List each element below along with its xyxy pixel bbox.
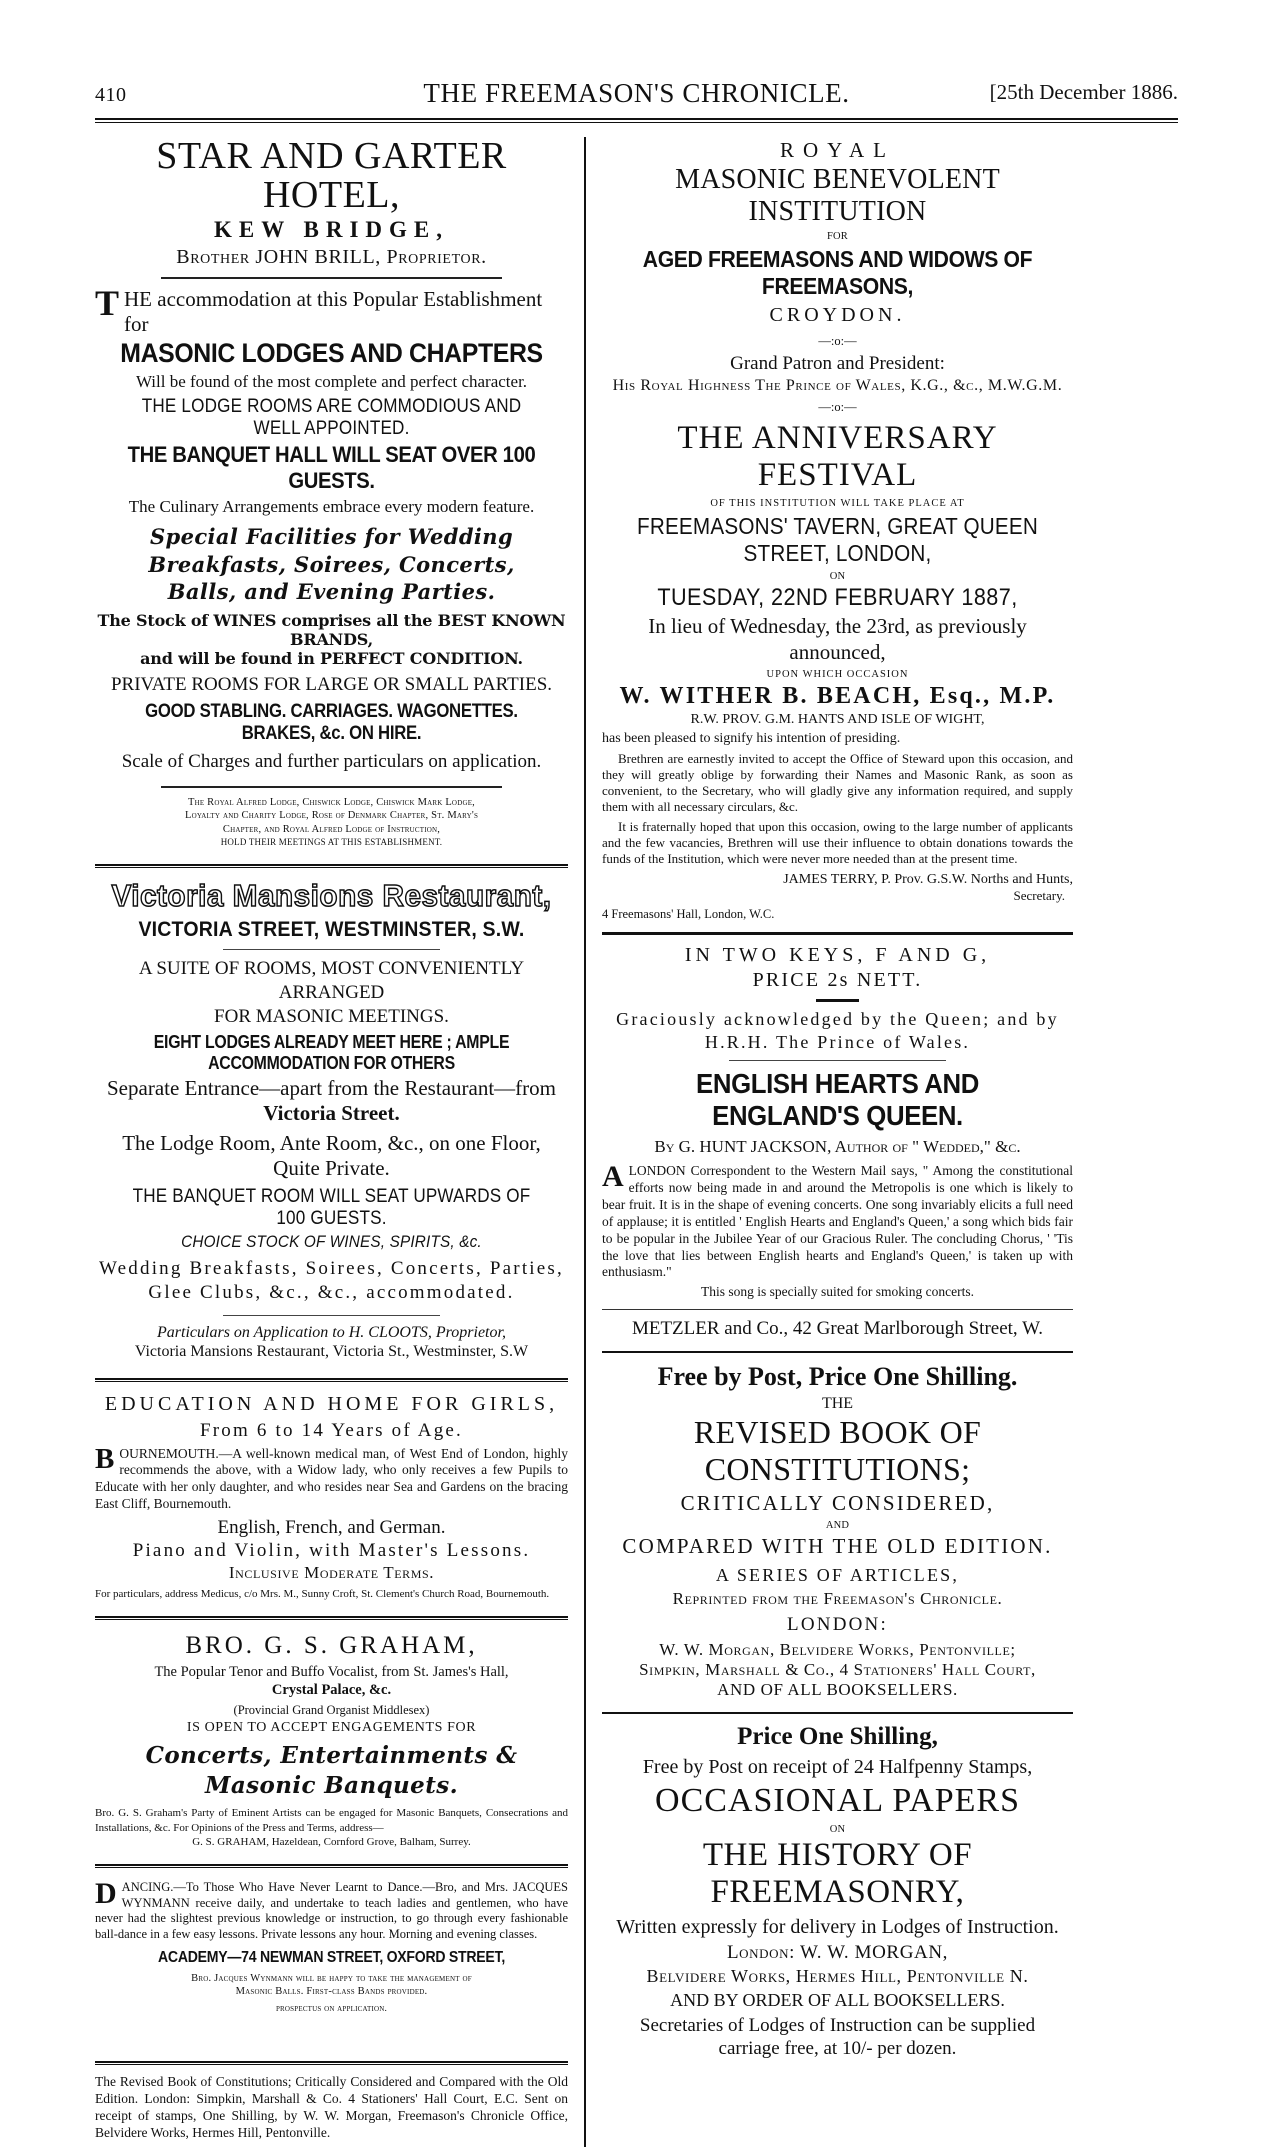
constitutions-publisher-1: W. W. Morgan, Belvidere Works, Pentonville; [659, 1639, 1016, 1659]
star-garter-lodge-list-1: The Royal Alfred Lodge, Chiswick Lodge, Chiswick Mark Lodge, [187, 796, 476, 808]
star-garter-proprietor: Brother JOHN BRILL, Proprietor. [176, 245, 487, 268]
rmbi-croydon: CROYDON. [769, 303, 906, 326]
song-price: PRICE 2s NETT. [752, 969, 923, 992]
left-column [95, 137, 584, 2147]
graham-sub-2: Crystal Palace, &c. [271, 1681, 392, 1698]
star-garter-wines1: The Stock of WINES comprises all the BEST KNOWN BRANDS, [97, 611, 566, 650]
rmbi-title: MASONIC BENEVOLENT INSTITUTION [675, 164, 1000, 228]
occasional-london: London: W. W. MORGAN, [726, 1942, 949, 1964]
star-garter-gothic-line1: Special Facilities for Wedding Breakfasts, Soirees, Concerts, [148, 524, 515, 577]
constitutions-series: A SERIES OF ARTICLES, [715, 1565, 960, 1586]
divider [602, 1351, 1073, 1353]
rmbi-signature: JAMES TERRY, P. Prov. G.S.W. Norths and Hunts, [783, 872, 1073, 888]
rmbi-chairman-title: R.W. PROV. G.M. HANTS AND ISLE OF WIGHT, [690, 712, 985, 728]
graham-note: Bro. G. S. Graham's Party of Eminent Artists can be engaged for Masonic Banquets, Consecrations and Installations, &c. For Opinions of the Press and Terms, address— [95, 1807, 568, 1834]
star-garter-title: STAR AND GARTER HOTEL, [156, 135, 507, 216]
occasional-secretaries-2: carriage free, at 10/- per dozen. [718, 2037, 957, 2059]
victoria-particulars: Particulars on Application to H. CLOOTS, Proprietor, [157, 1323, 506, 1341]
masthead-rule [95, 118, 1178, 123]
education-languages: English, French, and German. [217, 1516, 446, 1538]
star-garter-wines2: and will be found in PERFECT CONDITION. [140, 649, 523, 669]
occasional-works: Belvidere Works, Hermes Hill, Pentonville N. [646, 1966, 1029, 1987]
rmbi-for: FOR [826, 231, 849, 243]
star-garter-culinary: The Culinary Arrangements embrace every modern feature. [128, 496, 535, 516]
rmbi-aged: AGED FREEMASONS AND WIDOWS OF FREEMASONS, [642, 245, 1033, 299]
song-body: LONDON Correspondent to the Western Mail says, " Among the constitutional efforts now being made in and around the Metropolis is one which is likely to bear fruit. It is in the shape of evening concerts. One song invariably elicits a full need of applause; it is entitled ' English Hearts and England's Queen,' a song which bids fair to be popular in the Jubilee Year of our Gracious Ruler. The concluding Chorus, ' 'Tis the love that lies between English hearts and England's Queen,' is taken up with enthusiasm." [602, 1163, 1073, 1280]
constitutions-free: Free by Post, Price One Shilling. [657, 1361, 1018, 1391]
ad-royal-masonic-benevolent-institution [602, 137, 1073, 922]
occasional-history: THE HISTORY OF FREEMASONRY, [702, 1837, 973, 1911]
rmbi-paragraph-1: Brethren are earnestly invited to accept the Office of Steward upon this occasion, and they will greatly oblige by forwarding their Names and Masonic Rank, as soon as convenient, to the Secretary, who will gladly give any information required, and supply them with all necessary circulars, &c. [602, 751, 1073, 814]
victoria-eight-lodges: EIGHT LODGES ALREADY MEET HERE ; AMPLE ACCOMMODATION FOR OTHERS [153, 1031, 510, 1073]
rmbi-divider-1: —:o:— [818, 333, 857, 348]
constitutions-title: REVISED BOOK OF CONSTITUTIONS; [693, 1414, 982, 1488]
victoria-separate-2: Victoria Street. [263, 1100, 400, 1125]
right-column [584, 137, 1073, 2147]
star-garter-gothic-line2: Balls, and Evening Parties. [167, 578, 496, 604]
victoria-separate-1: Separate Entrance—apart from the Restaurant—from [107, 1075, 556, 1100]
ad-victoria-mansions [95, 878, 568, 1362]
graham-title: BRO. G. S. GRAHAM, [185, 1631, 478, 1659]
occasional-price: Price One Shilling, [737, 1722, 938, 1750]
rmbi-chairman: W. WITHER B. BEACH, Esq., M.P. [619, 683, 1056, 710]
star-garter-dropcap: T [95, 282, 120, 323]
victoria-wedding-1: Wedding Breakfasts, Soirees, Concerts, Parties, [99, 1258, 564, 1280]
divider [602, 932, 1073, 935]
star-garter-lodge-list-3: Chapter, and Royal Alfred Lodge of Instruction, [222, 824, 441, 836]
ad-star-and-garter [95, 137, 568, 848]
ad-dancing [95, 1876, 568, 2016]
star-garter-lodge-list-4: HOLD THEIR MEETINGS AT THIS ESTABLISHMENT. [220, 836, 443, 847]
divider [95, 1864, 568, 1868]
publication-title: THE FREEMASON'S CHRONICLE. [423, 78, 850, 108]
divider [161, 277, 502, 279]
divider [95, 2061, 568, 2065]
newspaper-page [0, 78, 1273, 2140]
occasional-secretaries-1: Secretaries of Lodges of Instruction can be supplied [639, 2014, 1036, 2036]
constitutions-critically: CRITICALLY CONSIDERED, [680, 1491, 995, 1516]
song-title: ENGLISH HEARTS AND ENGLAND'S QUEEN. [696, 1068, 979, 1132]
education-title: EDUCATION AND HOME FOR GIRLS, [104, 1392, 559, 1415]
star-garter-lodge-list-2: Loyalty and Charity Lodge, Rose of Denmark Chapter, St. Mary's [184, 810, 479, 822]
rmbi-patron-label: Grand Patron and President: [730, 353, 945, 375]
column-container [95, 137, 1178, 2147]
constitutions-publisher-3: AND OF ALL BOOKSELLERS. [717, 1679, 958, 1699]
constitutions-london: LONDON: [787, 1613, 888, 1635]
constitutions-publisher-2: Simpkin, Marshall & Co., 4 Stationers' Hall Court, [639, 1659, 1036, 1679]
divider [816, 999, 858, 1002]
victoria-suite-1: A SUITE OF ROOMS, MOST CONVENIENTLY ARRANGED [138, 958, 525, 1004]
dancing-note-1: Bro. Jacques Wynmann will be happy to take the management of [191, 1972, 472, 1984]
education-music: Piano and Violin, with Master's Lessons. [132, 1540, 531, 1562]
ad-footer-book-note [95, 2074, 568, 2141]
victoria-lodge-room-1: The Lodge Room, Ante Room, &c., on one Floor, [122, 1130, 541, 1155]
occasional-free: Free by Post on receipt of 24 Halfpenny Stamps, [642, 1755, 1033, 1778]
song-dropcap: A [602, 1160, 624, 1194]
victoria-street: VICTORIA STREET, WESTMINSTER, S.W. [138, 918, 525, 942]
rmbi-address: 4 Freemasons' Hall, London, W.C. [602, 907, 775, 922]
divider [223, 949, 441, 950]
rmbi-pleased: has been pleased to signify his intention of presiding. [602, 731, 901, 747]
occasional-written: Written expressly for delivery in Lodges of Instruction. [616, 1916, 1059, 1939]
page-folio: 410 [95, 84, 127, 106]
graham-sub-1: The Popular Tenor and Buffo Vocalist, from St. James's Hall, [154, 1663, 509, 1680]
rmbi-date: TUESDAY, 22ND FEBRUARY 1887, [657, 584, 1018, 612]
song-keys: IN TWO KEYS, F AND G, [684, 944, 991, 967]
rmbi-signature-role: Secretary. [1013, 888, 1065, 904]
education-terms: Inclusive Moderate Terms. [228, 1563, 435, 1583]
graham-address: G. S. GRAHAM, Hazeldean, Cornford Grove, Balham, Surrey. [192, 1836, 471, 1849]
ad-occasional-papers [602, 1722, 1073, 2061]
divider [161, 786, 502, 788]
rmbi-lieu: In lieu of Wednesday, the 23rd, as previously announced, [648, 614, 1027, 664]
star-garter-scale: Scale of Charges and further particulars on application. [121, 750, 542, 772]
rmbi-paragraph-2: It is fraternally hoped that upon this occasion, owing to the large number of applicants and the few vacancies, Brethren will use their influence to obtain donations towards the funds of the Institution, which were never more needed than at the present time. [602, 818, 1073, 866]
star-garter-banquet: THE BANQUET HALL WILL SEAT OVER 100 GUESTS. [127, 441, 536, 493]
divider [95, 1378, 568, 1382]
dancing-dropcap: D [95, 1876, 117, 1910]
divider [602, 1309, 1073, 1310]
divider [95, 864, 568, 868]
education-ages: From 6 to 14 Years of Age. [199, 1419, 464, 1441]
constitutions-compared: COMPARED WITH THE OLD EDITION. [622, 1534, 1053, 1559]
dancing-note-2: Masonic Balls. First-class Bands provided. [235, 1986, 428, 1998]
graham-gothic: Concerts, Entertainments & Masonic Banquets. [145, 1742, 518, 1800]
ad-education-home-for-girls [95, 1392, 568, 1602]
occasional-title: OCCASIONAL PAPERS [655, 1781, 1020, 1819]
victoria-banquet: THE BANQUET ROOM WILL SEAT UPWARDS OF 100 GUESTS. [132, 1186, 531, 1230]
victoria-title: Victoria Mansions Restaurant, [111, 878, 552, 914]
victoria-address: Victoria Mansions Restaurant, Victoria St., Westminster, S.W [134, 1343, 529, 1361]
star-garter-found: Will be found of the most complete and perfect character. [135, 371, 528, 391]
star-garter-intro: HE accommodation at this Popular Establishment for [124, 286, 543, 336]
dancing-body: ANCING.—To Those Who Have Never Learnt to Dance.—Bro, and Mrs. JACQUES WYNMANN receive daily, and undertake to teach ladies and gentlemen, who have never had the slightest previous knowledge or instruction, to go through every fashionable ball-dance in a few easy lessons. Private lessons any hour. Morning and evening classes. [95, 1879, 568, 1942]
education-dropcap: B [95, 1442, 115, 1475]
dancing-academy: ACADEMY—74 NEWMAN STREET, OXFORD STREET, [158, 1948, 505, 1966]
rmbi-upon: UPON WHICH OCCASION [766, 668, 909, 680]
divider [95, 1616, 568, 1620]
graham-sub-3: (Provincial Grand Organist Middlesex) [233, 1703, 430, 1718]
song-by: By G. HUNT JACKSON, Author of " Wedded," &c. [654, 1137, 1021, 1157]
ad-revised-book-of-constitutions [602, 1361, 1073, 1700]
ad-bro-gs-graham [95, 1630, 568, 1850]
victoria-lodge-room-2: Quite Private. [273, 1156, 390, 1181]
divider [729, 1060, 946, 1061]
issue-date: [25th December 1886. [989, 80, 1178, 104]
song-note: This song is specially suited for smoking concerts. [701, 1284, 974, 1300]
rmbi-patron: His Royal Highness The Prince of Wales, K.G., &c., M.W.G.M. [612, 376, 1063, 394]
victoria-wedding-2: Glee Clubs, &c., &c., accommodated. [148, 1282, 515, 1304]
victoria-choice: CHOICE STOCK OF WINES, SPIRITS, &c. [181, 1232, 482, 1252]
song-gracious-1: Graciously acknowledged by the Queen; and by [616, 1009, 1059, 1030]
rmbi-tavern: FREEMASONS' TAVERN, GREAT QUEEN STREET, LONDON, [636, 512, 1038, 566]
rmbi-festival-title: THE ANNIVERSARY FESTIVAL [677, 420, 998, 494]
song-gracious-2: H.R.H. The Prince of Wales. [704, 1031, 971, 1052]
graham-open: IS OPEN TO ACCEPT ENGAGEMENTS FOR [186, 1720, 477, 1736]
rmbi-of-this: OF THIS INSTITUTION WILL TAKE PLACE AT [710, 498, 965, 510]
star-garter-lodges-heading: MASONIC LODGES AND CHAPTERS [120, 337, 543, 368]
rmbi-on: ON [829, 570, 846, 582]
footer-note: The Revised Book of Constitutions; Critically Considered and Compared with the Old Edition. London: Simpkin, Marshall & Co. 4 Stationers' Hall Court, E.C. Sent on receipt of stamps, One Shilling, by W. W. Morgan, Freemason's Chronicle Office, Belvidere Works, Hermes Hill, Pentonville. [95, 2074, 568, 2140]
star-garter-private: PRIVATE ROOMS FOR LARGE OR SMALL PARTIES. [110, 674, 553, 696]
dancing-note-3: prospectus on application. [275, 2004, 388, 2015]
rmbi-divider-2: —:o:— [818, 399, 857, 414]
education-note: For particulars, address Medicus, c/o Mrs. M., Sunny Croft, St. Clement's Church Road, Bournemouth. [95, 1588, 550, 1601]
constitutions-reprinted: Reprinted from the Freemason's Chronicle. [672, 1588, 1003, 1608]
occasional-order: AND BY ORDER OF ALL BOOKSELLERS. [670, 1990, 1005, 2011]
constitutions-and: AND [825, 1520, 850, 1532]
masthead [95, 78, 1178, 112]
victoria-suite-2: FOR MASONIC MEETINGS. [214, 1005, 449, 1027]
song-publisher: METZLER and Co., 42 Great Marlborough Street, W. [631, 1317, 1044, 1339]
divider [602, 1712, 1073, 1714]
occasional-on: ON [829, 1823, 846, 1835]
constitutions-the: THE [821, 1394, 854, 1412]
star-garter-place: KEW BRIDGE, [213, 216, 450, 242]
rmbi-royal: ROYAL [779, 138, 895, 162]
ad-english-hearts-song [602, 943, 1073, 1340]
star-garter-stabling: GOOD STABLING. CARRIAGES. WAGONETTES. BRAKES, &c. ON HIRE. [145, 700, 518, 744]
education-body: OURNEMOUTH.—A well-known medical man, of West End of London, highly recommends the above, with a Widow lady, who only receives a few Pupils to Educate with her only daughter, and who resides near Sea and Gardens on the bracing East Cliff, Bournemouth. [95, 1445, 568, 1511]
star-garter-rooms: THE LODGE ROOMS ARE COMMODIOUS AND WELL APPOINTED. [141, 395, 522, 439]
divider [223, 1315, 441, 1316]
